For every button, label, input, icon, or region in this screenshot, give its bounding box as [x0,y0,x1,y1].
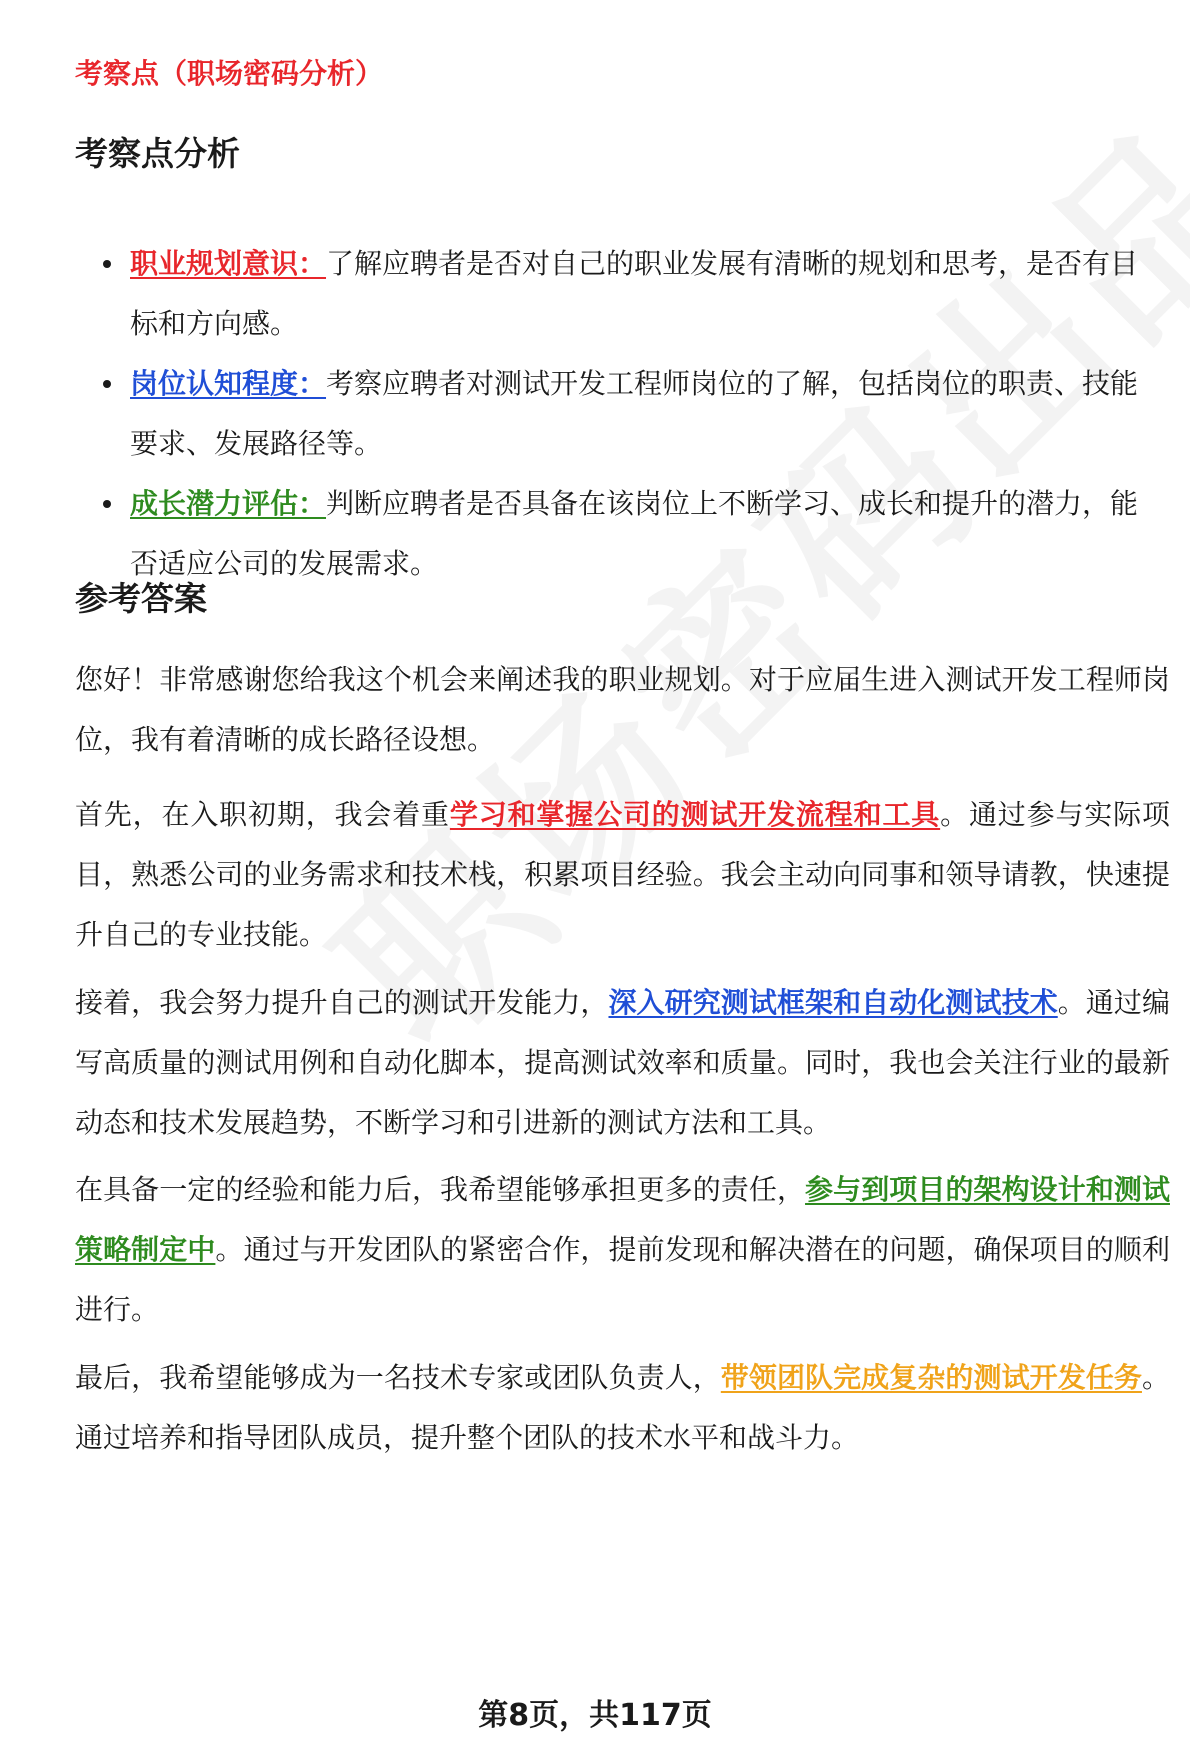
page-number: 第8页，共117页 [478,1698,712,1733]
answer-paragraph-1: 您好！非常感谢您给我这个机会来阐述我的职业规划。对于应届生进入测试开发工程师岗位，我有着清晰的成长路径设想。 [75,663,1170,756]
analysis-title: 考察点分析 [75,134,240,173]
answer-paragraph-4 [75,1160,1170,1340]
bullet-icon [103,380,111,388]
item-text: 判断应聘者是否具备在该岗位上不断学习、成长和提升的潜力，能否适应公司的发展需求。 [130,487,1139,580]
answer-paragraph-3 [75,973,1170,1153]
highlight-green: 参与到项目的架构设计和测试策略制定中 [75,1173,1170,1266]
bullet-icon [103,500,111,508]
text-after: 。通过与开发团队的紧密合作，提前发现和解决潜在的问题，确保项目的顺利进行。 [75,1233,1170,1326]
text-before: 首先，在入职初期，我会着重 [75,798,450,831]
analysis-list [75,234,1165,594]
answer-paragraph-5 [75,1348,1170,1468]
term-career-planning: 职业规划意识： [130,247,327,280]
highlight-blue: 深入研究测试框架和自动化测试技术 [608,986,1058,1019]
answer-title: 参考答案 [75,579,207,618]
highlight-orange: 带领团队完成复杂的测试开发任务 [720,1361,1142,1394]
answer-paragraph-2 [75,785,1170,965]
highlight-red: 学习和掌握公司的测试开发流程和工具 [449,798,941,831]
text-before: 在具备一定的经验和能力后，我希望能够承担更多的责任， [75,1173,806,1206]
text-before: 最后，我希望能够成为一名技术专家或团队负责人， [75,1361,721,1394]
term-growth-potential: 成长潜力评估： [130,487,327,520]
top-label: 考察点（职场密码分析） [75,57,384,90]
text-after: 。通过培养和指导团队成员，提升整个团队的技术水平和战斗力。 [75,1361,1170,1454]
list-item [75,354,1165,474]
term-role-cognition: 岗位认知程度： [130,367,327,400]
item-text: 了解应聘者是否对自己的职业发展有清晰的规划和思考，是否有目标和方向感。 [130,247,1139,340]
text-after: 。通过参与实际项目，熟悉公司的业务需求和技术栈，积累项目经验。我会主动向同事和领导请教，快速提升自己的专业技能。 [75,798,1170,951]
item-text: 考察应聘者对测试开发工程师岗位的了解，包括岗位的职责、技能要求、发展路径等。 [130,367,1139,460]
bullet-icon [103,260,111,268]
text-before: 接着，我会努力提升自己的测试开发能力， [75,986,609,1019]
text-after: 。通过编写高质量的测试用例和自动化脚本，提高测试效率和质量。同时，我也会关注行业的最新动态和技术发展趋势，不断学习和引进新的测试方法和工具。 [75,986,1170,1139]
list-item [75,234,1165,354]
list-item [75,474,1165,594]
